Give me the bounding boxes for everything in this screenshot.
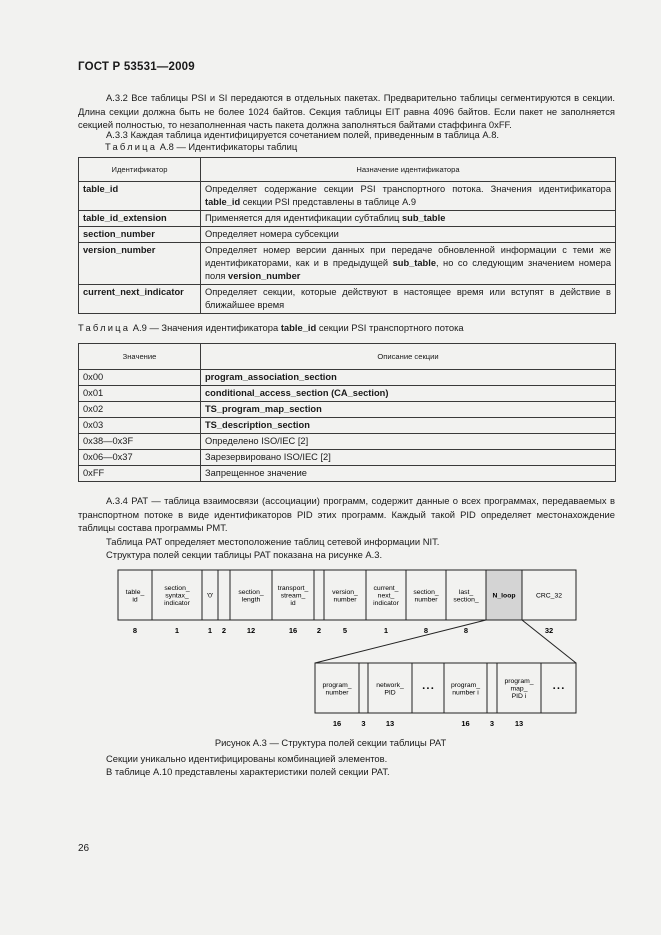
top-field-label: transport_ stream_ id bbox=[277, 585, 309, 607]
description-cell bbox=[201, 285, 616, 314]
loop-bit-count: 3 bbox=[489, 719, 495, 728]
top-bit-count: 1 bbox=[174, 626, 180, 635]
top-field-box bbox=[218, 570, 230, 620]
table-row bbox=[79, 285, 616, 314]
caption-text-end: секции PSI транспортного потока bbox=[316, 322, 464, 333]
table-row bbox=[79, 370, 616, 386]
caption-bold-term: table_id bbox=[280, 322, 317, 333]
table-row bbox=[79, 402, 616, 418]
identifier-cell: section_number bbox=[79, 227, 201, 243]
text-segment: Определяет номера субсекции bbox=[205, 229, 339, 239]
section-a32-paragraph: А.3.2 Все таблицы PSI и SI передаются в отдельных пакетах. Предварительно таблицы сегментируются в секции. Длина секции должна быть не более 1024 байтов. Секция таблицы EIT равна 4096 байтов. Если пакет не заполняется секцией полностью, то незаполненная часть пакета должна заполняться байтами стаффинга 0xFF. bbox=[78, 92, 615, 131]
bold-term: sub_table bbox=[392, 258, 436, 268]
value-cell: 0x03 bbox=[79, 418, 201, 434]
section-a34-line3: Структура полей секции таблицы PAT показана на рисунке А.3. bbox=[106, 549, 383, 560]
loop-field-label: • • • bbox=[553, 685, 564, 693]
table-row bbox=[79, 434, 616, 450]
section-description-cell: Запрещенное значение bbox=[201, 466, 616, 482]
identifier-cell: current_next_indicator bbox=[79, 285, 201, 314]
text-segment: , но со следующим значением номера поля bbox=[205, 258, 611, 281]
value-cell: 0x01 bbox=[79, 386, 201, 402]
table-a8 bbox=[78, 157, 616, 314]
table-a8-caption bbox=[105, 141, 297, 152]
caption-prefix: Таблица bbox=[78, 322, 131, 333]
top-field-label: N_loop bbox=[492, 592, 516, 600]
loop-field-label: • • • bbox=[422, 685, 434, 693]
description-cell bbox=[201, 182, 616, 211]
loop-field-label: program_ number bbox=[322, 681, 352, 697]
section-a34-line2: Таблица PAT определяет местоположение таблиц сетевой информации NIT. bbox=[106, 536, 440, 547]
loop-bit-count: 3 bbox=[361, 719, 366, 728]
caption-text: А.9 — Значения идентификатора bbox=[130, 322, 281, 333]
figure-a3-caption: Рисунок А.3 — Структура полей секции таблицы PAT bbox=[214, 737, 447, 748]
caption-text: А.8 — Идентификаторы таблиц bbox=[157, 141, 298, 152]
loop-bit-count: 13 bbox=[514, 719, 524, 728]
section-description-cell: TS_program_map_section bbox=[201, 402, 616, 418]
text-segment: Определяет номер версии данных при передаче обновленной информации с теми же идентификаторами, как и в предыдущей bbox=[205, 245, 611, 268]
loop-bit-count: 16 bbox=[332, 719, 342, 728]
page-number: 26 bbox=[78, 843, 90, 854]
section-a34-paragraph: А.3.4 PAT — таблица взаимосвязи (ассоциации) программ, содержит данные о всех программах, передаваемых в транспортном потоке в виде идентификаторов PID этих программ. Каждый такой PID определяет местонахождение таблицы состава программы PMT. bbox=[78, 495, 615, 534]
table-row bbox=[79, 182, 616, 211]
top-bit-count: 2 bbox=[221, 626, 227, 635]
loop-field-label: network_ PID bbox=[376, 681, 404, 697]
bold-term: sub_table bbox=[401, 213, 446, 223]
value-cell: 0x00 bbox=[79, 370, 201, 386]
top-field-box bbox=[314, 570, 324, 620]
table-row bbox=[79, 386, 616, 402]
table-row bbox=[79, 450, 616, 466]
text-segment: Применяется для идентификации субтаблиц bbox=[205, 213, 402, 223]
figure-a3-diagram bbox=[0, 560, 661, 740]
identifier-cell: version_number bbox=[79, 243, 201, 285]
top-field-label: current_ next_ indicator bbox=[373, 585, 399, 607]
table-row bbox=[79, 466, 616, 482]
value-cell: 0x38—0x3F bbox=[79, 434, 201, 450]
table-row bbox=[79, 211, 616, 227]
top-bit-count: 1 bbox=[207, 626, 213, 635]
identifier-cell: table_id bbox=[79, 182, 201, 211]
top-bit-count: 8 bbox=[423, 626, 429, 635]
top-field-label: table_ id bbox=[125, 588, 145, 604]
loop-field-box bbox=[359, 663, 368, 713]
top-field-label: CRC_32 bbox=[535, 592, 563, 600]
value-cell: 0x06—0x37 bbox=[79, 450, 201, 466]
loop-field-box bbox=[487, 663, 497, 713]
value-cell: 0xFF bbox=[79, 466, 201, 482]
caption-prefix: Таблица bbox=[105, 141, 158, 152]
top-bit-count: 12 bbox=[246, 626, 256, 635]
table-a9 bbox=[78, 343, 616, 482]
loop-field-label: program_ map_ PID i bbox=[504, 678, 534, 700]
section-description-cell: Определено ISO/IEC [2] bbox=[201, 434, 616, 450]
table-row bbox=[79, 227, 616, 243]
top-field-label: section_ number bbox=[413, 588, 439, 604]
section-description-cell: program_association_section bbox=[201, 370, 616, 386]
column-header: Значение bbox=[79, 344, 201, 370]
top-field-label: section_ length bbox=[238, 588, 264, 604]
description-cell bbox=[201, 243, 616, 285]
section-description-cell: conditional_access_section (CA_section) bbox=[201, 386, 616, 402]
top-bit-count: 8 bbox=[463, 626, 469, 635]
section-description-cell: TS_description_section bbox=[201, 418, 616, 434]
loop-expansion-line bbox=[315, 620, 486, 663]
document-header: ГОСТ Р 53531—2009 bbox=[78, 61, 195, 73]
section-a33-paragraph: А.3.3 Каждая таблица идентифицируется сочетанием полей, приведенным в таблица А.8. bbox=[106, 129, 500, 140]
description-cell bbox=[201, 211, 616, 227]
table-a9-caption bbox=[78, 322, 464, 333]
value-cell: 0x02 bbox=[79, 402, 201, 418]
loop-bit-count: 13 bbox=[385, 719, 395, 728]
table-row bbox=[79, 243, 616, 285]
column-header: Идентификатор bbox=[79, 158, 201, 182]
identifier-cell: table_id_extension bbox=[79, 211, 201, 227]
top-bit-count: 2 bbox=[316, 626, 322, 635]
loop-field-label: program_ number i bbox=[450, 681, 481, 697]
loop-bit-count: 16 bbox=[461, 719, 470, 728]
text-segment: секции PSI представлены в таблице А.9 bbox=[240, 197, 417, 207]
after-figure-line1: Секции уникально идентифицированы комбинацией элементов. bbox=[106, 753, 388, 764]
top-bit-count: 16 bbox=[288, 626, 298, 635]
top-field-label: '0' bbox=[206, 592, 214, 600]
after-figure-line2: В таблице А.10 представлены характеристики полей секции PAT. bbox=[106, 766, 390, 777]
text-segment: Определяет секции, которые действуют в настоящее время или вступят в действие в ближайшее время bbox=[205, 287, 611, 310]
table-row bbox=[79, 418, 616, 434]
top-bit-count: 5 bbox=[342, 626, 348, 635]
top-field-label: version_ number bbox=[332, 588, 358, 604]
column-header: Описание секции bbox=[201, 344, 616, 370]
top-bit-count: 8 bbox=[132, 626, 138, 635]
top-field-label: section_ syntax_ indicator bbox=[164, 585, 190, 607]
description-cell bbox=[201, 227, 616, 243]
top-bit-count: 1 bbox=[383, 626, 389, 635]
top-field-label: last_ section_ bbox=[453, 588, 479, 604]
bold-term: version_number bbox=[228, 271, 301, 281]
section-description-cell: Зарезервировано ISO/IEC [2] bbox=[201, 450, 616, 466]
column-header: Назначение идентификатора bbox=[201, 158, 616, 182]
bold-term: table_id bbox=[205, 197, 241, 207]
top-bit-count: 32 bbox=[544, 626, 554, 635]
text-segment: Определяет содержание секции PSI транспортного потока. Значения идентификатора bbox=[205, 184, 611, 194]
